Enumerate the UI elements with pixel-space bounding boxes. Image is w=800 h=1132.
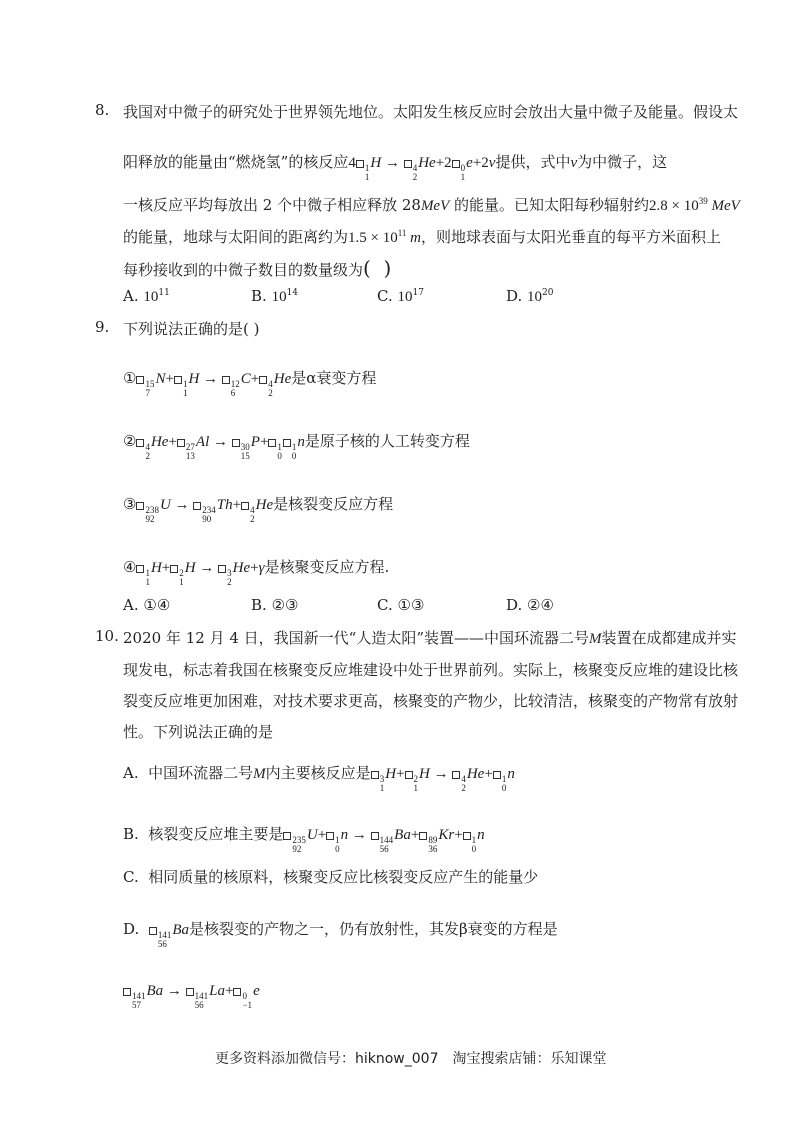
q9-option-a[interactable] [123,596,170,614]
q8-line3 [123,194,740,215]
q10-option-c-text: 相同质量的核原料，核聚变反应比核裂变反应产生的能量少 [148,868,539,886]
q9-option-d[interactable] [506,596,554,614]
q8-option-b[interactable] [251,287,298,306]
q10-option-c[interactable] [123,866,538,887]
q10-option-b[interactable]: B. 核裂变反应堆主要是 235 92 U+ 1 0 n → 144 56 Ba+ 89 36 Kr+ 1 0 n [123,825,485,854]
q10-option-d-label: D. [123,920,140,938]
q10-option-d-equation: 141 57 Ba → 141 56 La+ 0 −1 e [123,981,260,1010]
q9-s1-mark: ① [123,369,137,387]
q10-option-c-label: C. [123,868,139,886]
q8-option-b-exp: 14 [286,288,299,298]
q9-s3-text: 是核裂变反应方程 [273,495,394,513]
q9-s3-mark: ③ [123,495,137,513]
q9-s2-text: 是原子核的人工转变方程 [304,432,470,450]
q9-statement-1: ① 15 7 N+ 1 1 H → 12 6 C+ 4 2 He是α衰变方程 [123,369,377,398]
q10-line2: 现发电，标志着我国在核聚变反应堆建设中处于世界前列。实际上，核聚变反应堆的建设比核 [123,661,739,679]
q8-option-d-label: D. [506,287,523,305]
q8-option-c-label: C. [377,287,393,305]
q8-option-c-exp: 17 [412,288,424,298]
q8-line1: 我国对中微子的研究处于世界领先地位。太阳发生核反应时会放出大量中微子及能量。假设太 [123,103,739,121]
q10-option-d-text: 是核裂变的产物之一，仍有放射性，其发β衰变的方程是 [188,920,558,938]
q9-statement-3: ③ 238 92 U → 234 90 Th+ 4 2 He是核裂变反应方程 [123,495,394,524]
q9-stem-text: 下列说法正确的是 [123,320,244,338]
q9-statement-2: ② 4 2 He+ 27 13 Al → 30 15 P+ 1 0 1 0 n是原子核的人工转变方程 [123,432,470,461]
q8-number: 8. [95,101,110,119]
q8-line3-a: 一核反应平均每放出 2 个中微子相应释放 28 [123,196,421,214]
q10-line1-a: 2020 年 12 月 4 日，我国新一代“人造太阳”装置——中国环流器二号 [123,629,589,647]
q8-line4 [123,226,721,247]
q8-option-b-label: B. [251,287,267,305]
q8-option-c[interactable] [377,287,424,306]
q10-m-symbol: M [588,631,602,647]
q9-option-a-label: A. [123,596,139,614]
q9-option-b-text: ②③ [271,596,299,614]
q8-nu-symbol: v [570,155,578,171]
q10-line1 [123,627,737,648]
q10-line3: 裂变反应堆更加困难，对技术要求更高，核聚变的产物少，比较清洁，核聚变的产物常有放射 [123,692,739,710]
q9-stem: 下列说法正确的是( ) [123,320,260,338]
q8-line4-a: 的能量，地球与太阳间的距离约为 [123,228,349,246]
q8-option-a-base: 10 [143,289,159,305]
q10-option-d[interactable]: D. 141 56 Ba是核裂变的产物之一，仍有放射性，其发β衰变的方程是 [123,920,558,949]
q9-option-b[interactable] [251,596,298,614]
q10-option-a[interactable]: A. 中国环流器二号M内主要核反应是 3 1 H+ 2 1 H → 4 2 He+ 1 0 n [123,764,515,793]
q8-line2-c: 为中微子，这 [577,153,668,171]
q8-option-a-exp: 11 [158,288,170,298]
q9-option-c[interactable] [377,596,424,614]
q9-option-b-label: B. [251,596,267,614]
q8-equation: 4 1 1 H → 4 2 He+2 0 1 e+2v [348,155,496,182]
q8-option-a[interactable] [123,287,170,306]
q10-line4: 性。下列说法正确的是 [123,723,274,741]
q10-line1-b: 装置在成都建成并实 [601,629,737,647]
q8-option-d[interactable] [506,287,554,306]
q9-option-c-text: ①③ [397,596,425,614]
q8-line2-b: 提供，式中 [495,153,571,171]
q8-line2-a: 阳释放的能量由“燃烧氢”的核反应 [123,153,349,171]
q10-option-b-text: 核裂变反应堆主要是 [148,825,284,843]
q8-option-c-base: 10 [397,289,413,305]
q8-line5-text: 每秒接收到的中微子数目的数量级为 [123,261,364,279]
q9-option-d-text: ②④ [527,596,554,614]
q8-option-b-base: 10 [271,289,287,305]
q9-s4-mark: ④ [123,558,137,576]
q8-power-value: $2.8 \times 10^{39}$ MeV [649,196,740,214]
q8-option-d-base: 10 [527,289,543,305]
q9-statement-4: ④ 1 1 H+ 2 1 H → 3 2 He+γ是核聚变反应方程. [123,558,390,587]
q10-option-a-text1: 中国环流器二号 [148,764,254,782]
q8-option-d-exp: 20 [542,288,554,298]
q9-s2-mark: ② [123,432,137,450]
q8-line4-b: ，则地球表面与太阳光垂直的每平方米面积上 [421,228,722,246]
q8-distance-value: $1.5 \times 10^{11}$ m [348,228,421,246]
q8-line3-b: 的能量。已知太阳每秒辐射约 [449,196,650,214]
q8-option-a-label: A. [123,287,139,305]
q8-line5: 每秒接收到的中微子数目的数量级为( ) [123,256,392,280]
q8-line2 [123,151,667,182]
page-footer: 更多资料添加微信号：hiknow_007 淘宝搜索店铺：乐知课堂 [215,1051,607,1067]
q8-mev-unit: MeV [420,198,450,214]
q10-option-a-label: A. [123,764,139,782]
q10-option-b-label: B. [123,825,139,843]
q9-s1-text: 是α衰变方程 [291,369,377,387]
q9-option-d-label: D. [506,596,523,614]
q9-option-c-label: C. [377,596,393,614]
q9-s4-text: 是核聚变反应方程. [264,558,390,576]
q10-number: 10. [95,627,119,645]
q10-option-a-text2: 内主要核反应是 [265,764,371,782]
q9-number: 9. [95,318,110,336]
q9-option-a-text: ①④ [143,596,171,614]
